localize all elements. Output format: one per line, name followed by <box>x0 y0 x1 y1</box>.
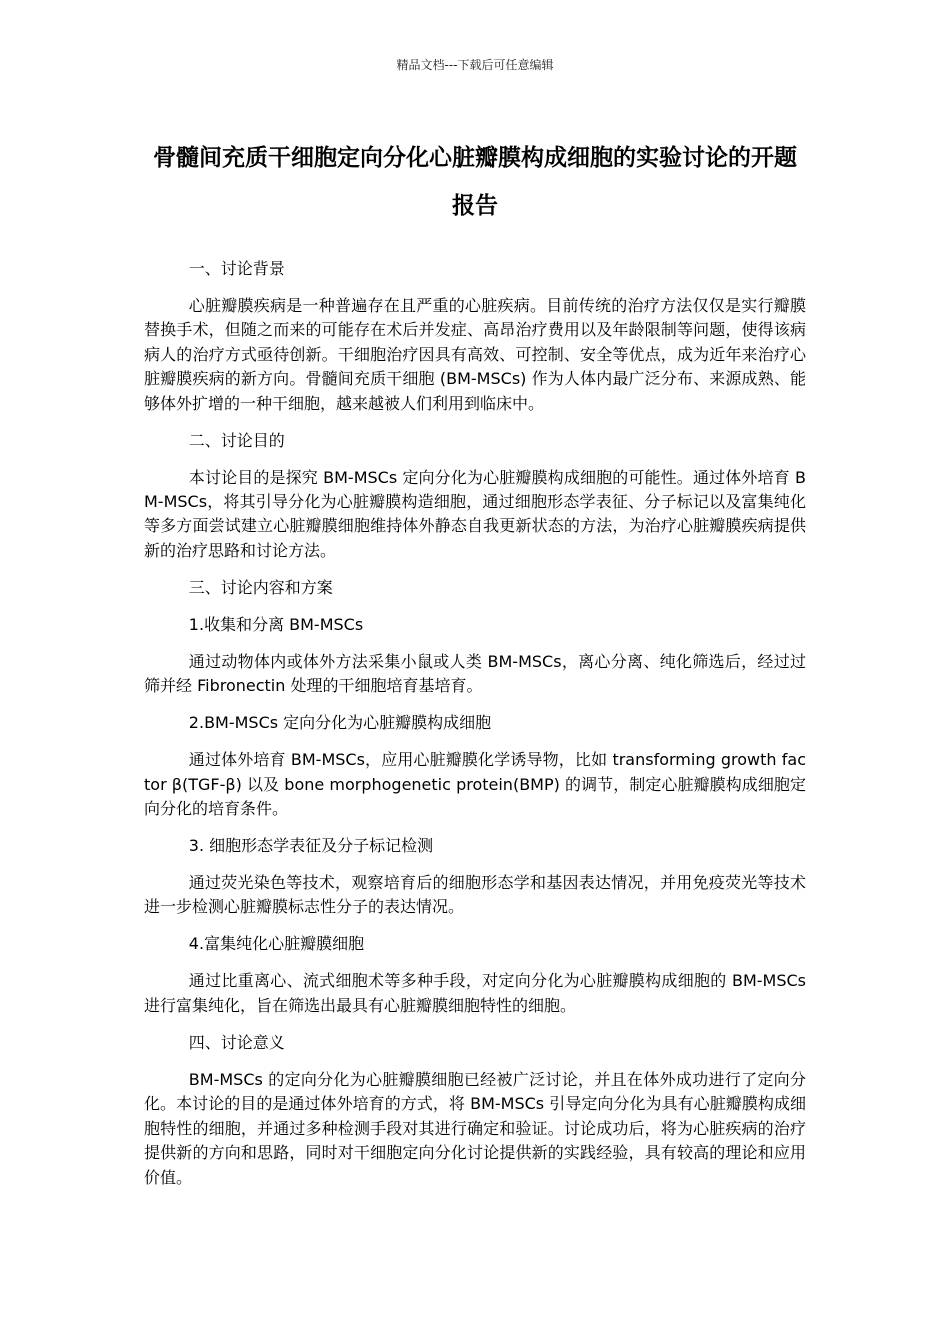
header-note: 精品文档---下载后可任意编辑 <box>396 58 554 72</box>
document-body <box>144 257 806 1203</box>
section-heading-significance: 四、讨论意义 <box>188 1032 285 1052</box>
subsection-heading-4: 4.富集纯化心脏瓣膜细胞 <box>188 934 365 954</box>
paragraph-significance: BM-MSCs 的定向分化为心脏瓣膜细胞已经被广泛讨论，并且在体外成功进行了定向分化。本讨论的目的是通过体外培育的方式，将 BM-MSCs 引导定向分化为具有心脏瓣膜构成细胞特性的细胞，并通过多种检测手段对其进行确定和验证。讨论成功后，将为心脏疾病的治疗提供新的方向和思路，同时对干细胞定向分化讨论提供新的实践经验，具有较高的理论和应用价值。 <box>144 1069 806 1187</box>
section-heading-purpose: 二、讨论目的 <box>188 430 285 450</box>
paragraph-subsection-2: 通过体外培育 BM-MSCs，应用心脏瓣膜化学诱导物，比如 transforming growth factor β(TGF-β) 以及 bone morphogenetic protein(BMP) 的调节，制定心脏瓣膜构成细胞定向分化的培育条件。 <box>144 750 806 819</box>
section-heading-background: 一、讨论背景 <box>188 259 285 278</box>
paragraph-subsection-1: 通过动物体内或体外方法采集小鼠或人类 BM-MSCs，离心分离、纯化筛选后，经过过筛并经 Fibronectin 处理的干细胞培育基培育。 <box>144 651 806 696</box>
subsection-heading-2: 2.BM-MSCs 定向分化为心脏瓣膜构成细胞 <box>188 713 492 733</box>
paragraph-subsection-4: 通过比重离心、流式细胞术等多种手段，对定向分化为心脏瓣膜构成细胞的 BM-MSCs 进行富集纯化，旨在筛选出最具有心脏瓣膜细胞特性的细胞。 <box>144 971 806 1015</box>
section-heading-content: 三、讨论内容和方案 <box>188 577 333 597</box>
paragraph-background: 心脏瓣膜疾病是一种普遍存在且严重的心脏疾病。目前传统的治疗方法仅仅是实行瓣膜替换手术，但随之而来的可能存在术后并发症、高昂治疗费用以及年龄限制等问题，使得该病病人的治疗方式亟待创新。干细胞治疗因具有高效、可控制、安全等优点，成为近年来治疗心脏瓣膜疾病的新方向。骨髓间充质干细胞 (BM-MSCs) 作为人体内最广泛分布、来源成熟、能够体外扩增的一种干细胞，越来越被人们利用到临床中。 <box>144 296 806 413</box>
subsection-heading-1: 1.收集和分离 BM-MSCs <box>188 614 364 634</box>
subsection-heading-3: 3. 细胞形态学表征及分子标记检测 <box>188 836 434 856</box>
document-title: 骨髓间充质干细胞定向分化心脏瓣膜构成细胞的实验讨论的开题报告 <box>153 145 797 219</box>
paragraph-subsection-3: 通过荧光染色等技术，观察培育后的细胞形态学和基因表达情况，并用免疫荧光等技术进一步检测心脏瓣膜标志性分子的表达情况。 <box>144 873 806 917</box>
paragraph-purpose: 本讨论目的是探究 BM-MSCs 定向分化为心脏瓣膜构成细胞的可能性。通过体外培育 BM-MSCs，将其引导分化为心脏瓣膜构造细胞，通过细胞形态学表征、分子标记以及富集纯化等多方面尝试建立心脏瓣膜细胞维持体外静态自我更新状态的方法，为治疗心脏瓣膜疾病提供新的治疗思路和讨论方法。 <box>144 467 806 560</box>
